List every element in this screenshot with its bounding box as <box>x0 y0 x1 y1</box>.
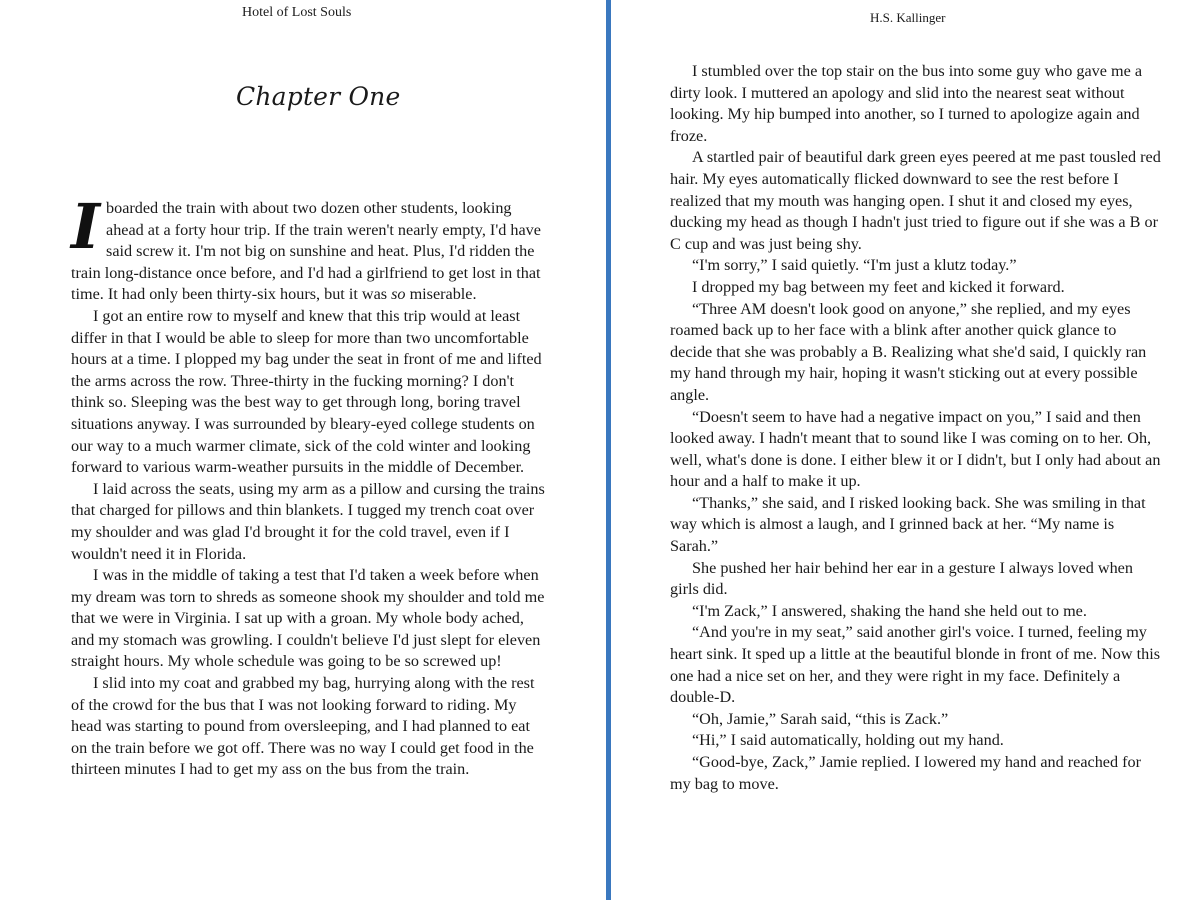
paragraph: I stumbled over the top stair on the bus into some guy who gave me a dirty look. I muttered an apology and slid into the nearest seat without looking. My hip bumped into another, so I turned to apologize again and froze. <box>670 62 1143 145</box>
paragraph: She pushed her hair behind her ear in a gesture I always loved when girls did. <box>670 558 1133 599</box>
paragraph: I laid across the seats, using my arm as a pillow and cursing the trains that charged for pillows and thin blankets. I tugged my trench coat over my shoulder and was glad I'd brought it for the cold travel, even if I wouldn't need it in Florida. <box>71 479 545 563</box>
drop-cap: I <box>71 190 101 263</box>
right-body-text <box>670 61 1162 795</box>
paragraph-text: boarded the train with about two dozen other students, looking ahead at a forty hour trip. If the train weren't nearly empty, I'd have said screw it. I'm not big on sunshine and heat. Plus, I'd ridden the train long-distance once before, and I'd had a girlfriend to get lost in that time. It had only been thirty-six hours, but it was <box>71 199 541 304</box>
paragraph: “Three AM doesn't look good on anyone,” she replied, and my eyes roamed back up to her face with a blink after another quick glance to decide that she was probably a B. Realizing what she'd said, I quickly ran my hand through my hair, hoping it wasn't sticking out at every possible angle. <box>670 299 1147 404</box>
paragraph: I got an entire row to myself and knew that this trip would at least differ in that I would be able to sleep for more than two uncomfortable hours at a time. I plopped my bag under the seat in front of me and lifted the arms across the row. Three-thirty in the fucking morning? I don't think so. Sleeping was the best way to get through long, boring travel situations anyway. I was surrounded by bleary-eyed college students on our way to a much warmer climate, sick of the cold winter and looking forward to various warm-weather pursuits in the middle of December. <box>71 306 542 477</box>
paragraph-text: miserable. <box>405 285 477 304</box>
left-body-text <box>71 190 549 781</box>
paragraph: “Good-bye, Zack,” Jamie replied. I lowered my hand and reached for my bag to move. <box>670 753 1142 793</box>
right-page <box>613 0 1200 900</box>
chapter-title: Chapter One <box>236 82 401 111</box>
paragraph: “I'm Zack,” I answered, shaking the hand she held out to me. <box>692 601 1087 620</box>
paragraph: “And you're in my seat,” said another girl's voice. I turned, feeling my heart sink. It sped up a little at the beautiful blonde in front of me. Now this one had a nice set on her, and they were right in my face. Definitely a double-D. <box>670 623 1161 707</box>
running-header-title: Hotel of Lost Souls <box>242 5 352 20</box>
running-header-author: H.S. Kallinger <box>870 10 946 25</box>
paragraph: “Oh, Jamie,” Sarah said, “this is Zack.” <box>692 709 949 728</box>
paragraph <box>71 190 549 306</box>
paragraph: I dropped my bag between my feet and kicked it forward. <box>692 277 1065 296</box>
paragraph: “Hi,” I said automatically, holding out my hand. <box>692 731 1004 750</box>
paragraph: “Doesn't seem to have had a negative impact on you,” I said and then looked away. I hadn't meant that to sound like I was coming on to her. Oh, well, what's done is done. I either blew it or I didn't, but I only had about an hour and a half to make it up. <box>670 407 1161 491</box>
paragraph: I slid into my coat and grabbed my bag, hurrying along with the rest of the crowd for the bus that I was not looking forward to riding. My head was starting to pound from oversleeping, and I had planned to eat on the train before we got off. There was no way I could get food in the thirteen minutes I had to get my ass on the bus from the train. <box>71 674 535 779</box>
emphasis-text: so <box>391 285 406 304</box>
paragraph: “Thanks,” she said, and I risked looking back. She was smiling in that way which is almost a laugh, and I grinned back at her. “My name is Sarah.” <box>670 493 1146 556</box>
page-divider <box>606 0 611 900</box>
paragraph: “I'm sorry,” I said quietly. “I'm just a klutz today.” <box>692 256 1017 275</box>
paragraph: I was in the middle of taking a test that I'd taken a week before when my dream was torn to shreds as someone shook my shoulder and told me that we were in Virginia. I sat up with a groan. My whole body ached, and my stomach was growling. I couldn't believe I'd just slept for eleven straight hours. My whole schedule was going to be so screwed up! <box>71 566 545 671</box>
paragraph: A startled pair of beautiful dark green eyes peered at me past tousled red hair. My eyes automatically flicked downward to see the rest before I realized that my mouth was hanging open. I shut it and closed my eyes, ducking my head as though I hadn't just tried to figure out if she was a B or C cup and was just being shy. <box>670 148 1161 253</box>
